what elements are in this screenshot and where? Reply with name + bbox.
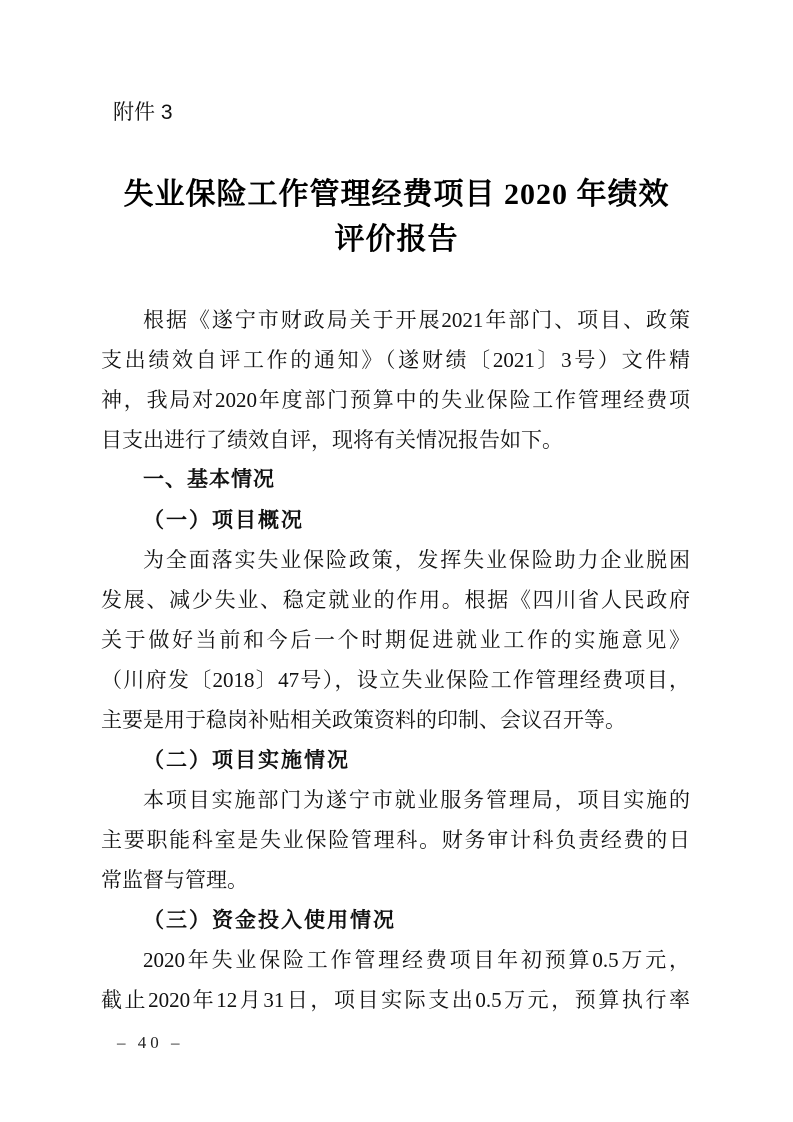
page-number: – 40 – [117,1033,184,1052]
paragraph-line: 截止2020年12月31日，项目实际支出0.5万元，预算执行率 [101,988,690,1012]
paragraph-line: 2020年失业保险工作管理经费项目年初预算0.5万元， [143,948,690,972]
document-title-line2: 评价报告 [334,223,459,256]
document-title-line1: 失业保险工作管理经费项目 2020 年绩效 [123,178,670,211]
paragraph-line: 主要是用于稳岗补贴相关政策资料的印制、会议召开等。 [101,708,626,732]
document-body [101,300,690,1020]
paragraph-line: 发展、减少失业、稳定就业的作用。根据《四川省人民政府 [101,588,690,612]
paragraph-line: 常监督与管理。 [101,868,248,892]
paragraph-line: 支出绩效自评工作的通知》（遂财绩〔2021〕3号）文件精 [101,348,690,372]
paragraph-line: 主要职能科室是失业保险管理科。财务审计科负责经费的日 [101,828,690,852]
paragraph-line: （川府发〔2018〕47号），设立失业保险工作管理经费项目， [101,668,690,692]
paragraph-line: 根据《遂宁市财政局关于开展2021年部门、项目、政策 [143,308,690,332]
paragraph-line: 本项目实施部门为遂宁市就业服务管理局，项目实施的 [143,788,690,812]
section-heading: 一、基本情况 [143,468,275,491]
paragraph-line: 目支出进行了绩效自评，现将有关情况报告如下。 [101,428,563,452]
paragraph-line: 神，我局对2020年度部门预算中的失业保险工作管理经费项 [101,388,690,412]
attachment-label: 附件 3 [113,101,173,124]
subsection-heading: （一）项目概况 [143,508,304,532]
paragraph-line: 关于做好当前和今后一个时期促进就业工作的实施意见》 [101,628,690,652]
subsection-heading: （二）项目实施情况 [143,748,350,772]
document-title [0,172,793,262]
subsection-heading: （三）资金投入使用情况 [143,908,396,932]
paragraph-line: 为全面落实失业保险政策，发挥失业保险助力企业脱困 [143,548,690,572]
